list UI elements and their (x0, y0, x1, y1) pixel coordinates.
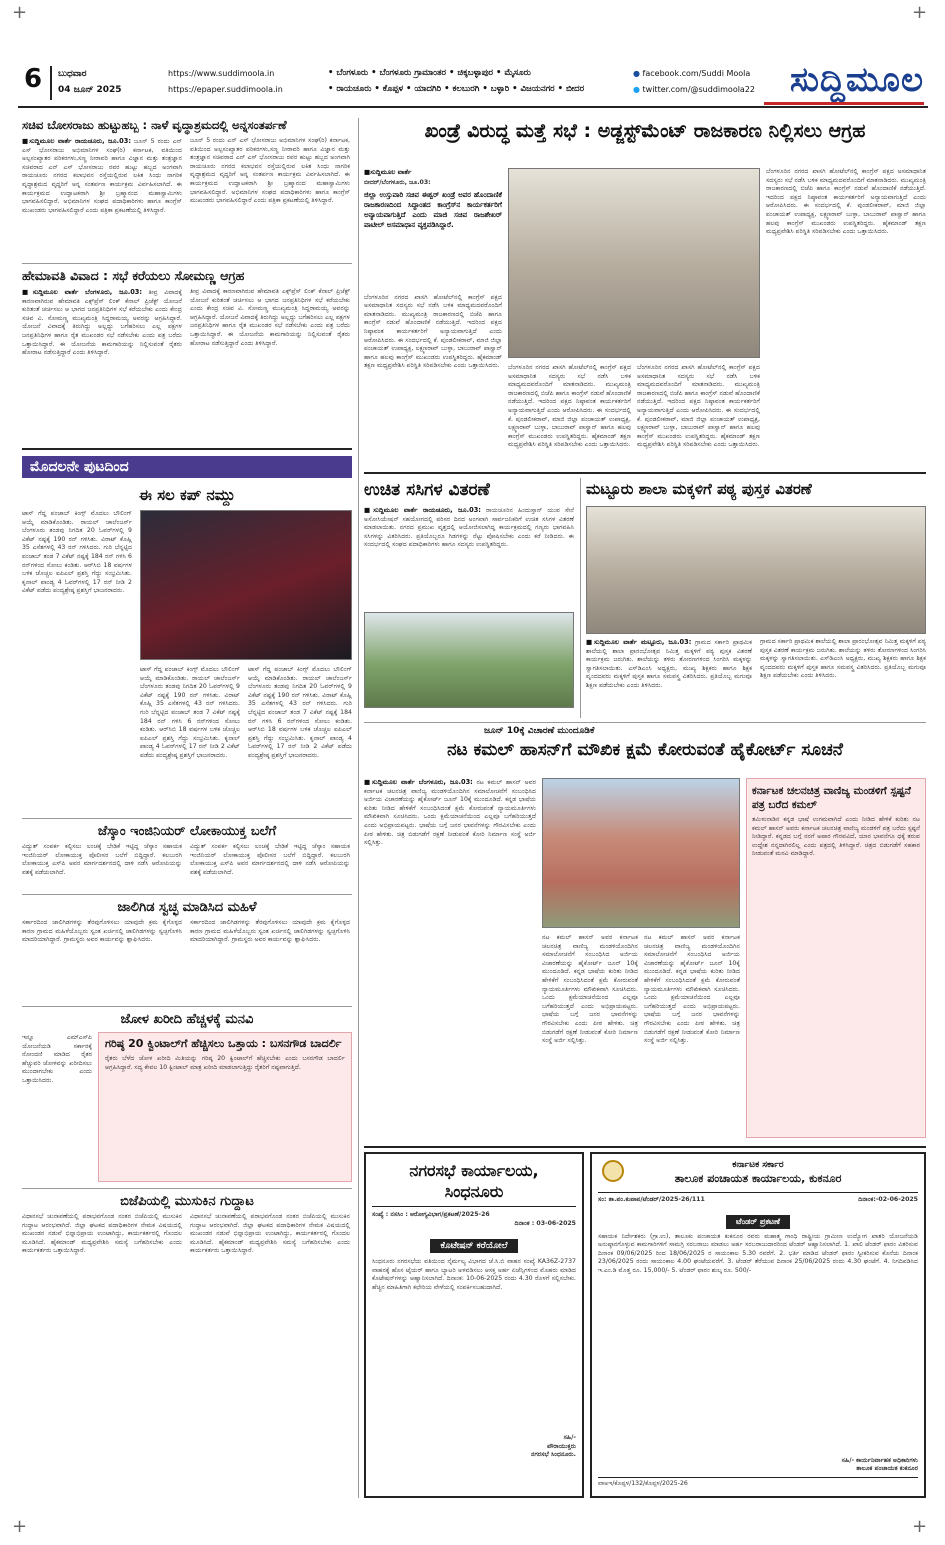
headline: ಮಟ್ಟೂರು ಶಾಲಾ ಮಕ್ಕಳಿಗೆ ಪಠ್ಯ ಪುಸ್ತಕ ವಿತರಣೆ (586, 480, 812, 498)
headline: ಜೆಸ್ಕಾಂ ಇಂಜಿನಿಯರ್ ಲೋಕಾಯುಕ್ತ ಬಲೆಗೆ (97, 824, 277, 839)
masthead-underline (764, 102, 924, 105)
article-body: ವಿದ್ಯುತ್ ಸಂಪರ್ಕ ಕಲ್ಪಿಸಲು ಲಂಚಕ್ಕೆ ಬೇಡಿಕೆ ಇಟ್ಟಿದ್ದ ಜೆಸ್ಕಾಂ ಸಹಾಯಕ ಇಂಜಿನಿಯರ್ ಲೋಕಾಯುಕ್ತ ಪೊಲೀಸರ ಬಲೆಗೆ ಬಿದ್ದಿದ್ದಾರೆ. ಕಲಬುರಗಿ ಲೋಕಾಯುಕ್ತ ಎಸ್‌ಪಿ ಅವರ ಮಾರ್ಗದರ್ಶನದಲ್ಲಿ ದಾಳಿ ನಡೆಸಿ ಆರೋಪಿಯನ್ನು ವಶಕ್ಕೆ ಪಡೆಯಲಾಗಿದೆ. (22, 843, 182, 876)
headline: ಹೇಮಾವತಿ ವಿವಾದ : ಸಭೆ ಕರೆಯಲು ಸೋಮಣ್ಣ ಆಗ್ರಹ (22, 268, 245, 283)
rcb-trophy-photo (140, 510, 352, 660)
divider (22, 818, 352, 819)
article-body-col3: ನಟ ಕಮಲ್ ಹಾಸನ್ ಅವರ ಕರ್ನಾಟಕ ಚಲನಚಿತ್ರ ವಾಣಿಜ್ಯ ಮಂಡಳಿಯೊಂದಿಗಿನ ಸಮಾಲೋಚನೆಗೆ ಸಂಬಂಧಿಸಿದ ಅರ್ಜಿಯ ವಿಚಾರಣೆಯನ್ನು ಹೈಕೋರ್ಟ್ ಜೂನ್ 10ಕ್ಕೆ ಮುಂದೂಡಿದೆ. ಕನ್ನಡ ಭಾಷೆಯ ಕುರಿತು ನೀಡಿದ ಹೇಳಿಕೆಗೆ ಸಂಬಂಧಿಸಿದಂತೆ ಕ್ಷಮೆ ಕೋರುವಂತೆ ನ್ಯಾಯಮೂರ್ತಿಗಳು ಮೌಖಿಕವಾಗಿ ಸೂಚಿಸಿದರು. ಒಂದು ಕ್ಷಮೆಯಾಚನೆಯಿಂದ ಎಲ್ಲವೂ ಬಗೆಹರಿಯುತ್ತದೆ ಎಂದು ಅಭಿಪ್ರಾಯಪಟ್ಟರು. ಭಾಷೆಯ ಬಗ್ಗೆ ಜನರ ಭಾವನೆಗಳನ್ನು ಗೌರವಿಸಬೇಕು ಎಂದು ಪೀಠ ಹೇಳಿತು. ಚಿತ್ರ ಬಿಡುಗಡೆಗೆ ರಕ್ಷಣೆ ನೀಡುವಂತೆ ಕೋರಿ ನಿರ್ಮಾಣ ಸಂಸ್ಥೆ ಅರ್ಜಿ ಸಲ್ಲಿಸಿತ್ತು. (644, 934, 740, 1045)
section-band: ಮೊದಲನೇ ಪುಟದಿಂದ (22, 456, 352, 478)
crop-mark: + (912, 2, 928, 23)
byline: ■ಸುದ್ದಿಮೂಲ ವಾರ್ತೆ (364, 168, 412, 176)
lead-body-block (508, 364, 760, 464)
high-court-photo (542, 778, 740, 928)
notice-label: ಟೆಂಡರ್ ಪ್ರಕಟಣೆ (726, 1215, 790, 1229)
dateline: ಬೀದರ್/ಬೆಂಗಳೂರು, ಜೂ.03: (364, 179, 431, 186)
article-body-col3: ಟಾಸ್ ಗೆದ್ದ ಪಂಜಾಬ್ ಕಿಂಗ್ಸ್ ಮೊದಲು ಬೌಲಿಂಗ್ ಆಯ್ಕೆ ಮಾಡಿಕೊಂಡಿತು. ರಾಯಲ್ ಚಾಲೆಂಜರ್ಸ್ ಬೆಂಗಳೂರು ತಂಡವು ನಿಗದಿತ 20 ಓವರ್‌ಗಳಲ್ಲಿ 9 ವಿಕೆಟ್ ನಷ್ಟಕ್ಕೆ 190 ರನ್ ಗಳಿಸಿತು. ವಿರಾಟ್ ಕೊಹ್ಲಿ 35 ಎಸೆತಗಳಲ್ಲಿ 43 ರನ್ ಗಳಿಸಿದರು. ಗುರಿ ಬೆನ್ನಟ್ಟಿದ ಪಂಜಾಬ್ ತಂಡ 7 ವಿಕೆಟ್ ನಷ್ಟಕ್ಕೆ 184 ರನ್ ಗಳಿಸಿ 6 ರನ್‌ಗಳಿಂದ ಸೋಲು ಕಂಡಿತು. ಆರ್‌ಸಿಬಿ 18 ವರ್ಷಗಳ ಬಳಿಕ ಚೊಚ್ಚಲ ಐಪಿಎಲ್ ಪ್ರಶಸ್ತಿ ಗೆದ್ದು ಸಂಭ್ರಮಿಸಿತು. ಕೃನಾಲ್ ಪಾಂಡ್ಯ 4 ಓವರ್‌ಗಳಲ್ಲಿ 17 ರನ್ ನೀಡಿ 2 ವಿಕೆಟ್ ಪಡೆದು ಪಂದ್ಯಶ್ರೇಷ್ಠ ಪ್ರಶಸ್ತಿಗೆ ಭಾಜನರಾದರು. (248, 666, 352, 759)
column-divider (358, 118, 359, 1498)
notice-gov: ಕರ್ನಾಟಕ ಸರ್ಕಾರ (732, 1160, 784, 1170)
divider (372, 1206, 576, 1207)
headline: ಜೋಳ ಖರೀದಿ ಹೆಚ್ಚಳಕ್ಕೆ ಮನವಿ (120, 1012, 254, 1027)
notice-nagarasabhe (364, 1152, 584, 1498)
article-hemavathi (22, 268, 352, 436)
divider (22, 263, 352, 264)
headline: ಸಚಿವ ಬೋಸರಾಜು ಹುಟ್ಟುಹಬ್ಬ : ನಾಳೆ ವೃದ್ಧಾಶ್ರಮದಲ್ಲಿ ಅನ್ನಸಂತರ್ಪಣೆ (22, 118, 287, 132)
divider (22, 894, 352, 895)
lead-right-col (766, 168, 926, 463)
kamal-col2 (542, 934, 740, 1134)
notice-office: ತಾಲೂಕ ಪಂಚಾಯತ ಕಾರ್ಯಾಲಯ, ಕುಕನೂರ (674, 1172, 842, 1185)
notice-town: ಸಿಂಧನೂರು (444, 1182, 504, 1201)
lead-article (364, 118, 926, 144)
byline: ■ಸುದ್ದಿಮೂಲ ವಾರ್ತೆ ರಾಯಚೂರು, ಜೂ.03: (364, 506, 481, 514)
notice-date: ದಿನಾಂಕ : 03-06-2025 (514, 1219, 576, 1227)
article-ipl (22, 486, 352, 759)
divider (364, 722, 926, 723)
divider (364, 1146, 926, 1148)
article-body: ಬೆಂಗಳೂರಿನ ನಗರದ ಖಾಸಗಿ ಹೋಟೆಲ್‌ನಲ್ಲಿ ಕಾಂಗ್ರೆಸ್ ಪಕ್ಷದ ಅಸಮಾಧಾನಿತ ಸದಸ್ಯರು ಸಭೆ ನಡೆಸಿ ಬಳಿಕ ಮಾಧ್ಯಮದವರೊಂದಿಗೆ ಮಾತನಾಡಿದರು. ಮುಖ್ಯಮಂತ್ರಿ ರಾಜಕಾರಣದಲ್ಲಿ ಬಿಜೆಪಿ ಹಾಗೂ ಕಾಂಗ್ರೆಸ್ ನಡುವೆ ಹೊಂದಾಣಿಕೆ ನಡೆಯುತ್ತಿದೆ. ಇದರಿಂದ ಪಕ್ಷದ ನಿಷ್ಠಾವಂತ ಕಾರ್ಯಕರ್ತರಿಗೆ ಅನ್ಯಾಯವಾಗುತ್ತಿದೆ ಎಂದು ಆರೋಪಿಸಿದರು. ಈ ಸಂದರ್ಭದಲ್ಲಿ ಕೆ. ಪುಂಡಲೀಕರಾವ್, ಮಾಜಿ ಜಿಲ್ಲಾ ಪಂಚಾಯತ್ ಉಪಾಧ್ಯಕ್ಷ, ಲಕ್ಷ್ಮಣರಾವ್ ಬುಳ್ಳಾ, ಬಾಬುರಾವ್ ಪಾಸ್ವಾನ್ ಹಾಗೂ ಹಲವು ಕಾಂಗ್ರೆಸ್ ಮುಖಂಡರು ಉಪಸ್ಥಿತರಿದ್ದರು. ಹೈಕಮಾಂಡ್ ತಕ್ಷಣ ಮಧ್ಯಪ್ರವೇಶಿಸಿ ಪರಿಸ್ಥಿತಿ ಸರಿಪಡಿಸಬೇಕು ಎಂದು ಒತ್ತಾಯಿಸಿದರು. (364, 293, 502, 370)
article-body-col2: ಗ್ರಾಮದ ಸರ್ಕಾರಿ ಪ್ರಾಥಮಿಕ ಶಾಲೆಯಲ್ಲಿ ಶಾಲಾ ಪ್ರಾರಂಭೋತ್ಸವ ನಿಮಿತ್ತ ಮಕ್ಕಳಿಗೆ ಪಠ್ಯ ಪುಸ್ತಕ ವಿತರಣೆ ಕಾರ್ಯಕ್ರಮ ಜರುಗಿತು. ಶಾಲೆಯನ್ನು ತಳಿರು ತೋರಣಗಳಿಂದ ಸಿಂಗರಿಸಿ ಮಕ್ಕಳನ್ನು ಸ್ವಾಗತಿಸಲಾಯಿತು. ಎಸ್‌ಡಿಎಂಸಿ ಅಧ್ಯಕ್ಷರು, ಮುಖ್ಯ ಶಿಕ್ಷಕರು ಹಾಗೂ ಶಿಕ್ಷಕ ವೃಂದದವರು ಮಕ್ಕಳಿಗೆ ಪುಸ್ತಕ ಹಾಗೂ ಸಮವಸ್ತ್ರ ವಿತರಿಸಿದರು. ಪ್ರತಿಯೊಬ್ಬ ಮಗುವೂ ಶಿಕ್ಷಣ ಪಡೆಯಬೇಕು ಎಂದು ತಿಳಿಸಿದರು. (760, 638, 926, 680)
jola-highlight-box (98, 1032, 352, 1182)
headline: ಈ ಸಲ ಕಪ್ ನಮ್ದು (138, 486, 236, 504)
article-jescom (22, 824, 352, 891)
article-body-col4: ಬೆಂಗಳೂರಿನ ನಗರದ ಖಾಸಗಿ ಹೋಟೆಲ್‌ನಲ್ಲಿ ಕಾಂಗ್ರೆಸ್ ಪಕ್ಷದ ಅಸಮಾಧಾನಿತ ಸದಸ್ಯರು ಸಭೆ ನಡೆಸಿ ಬಳಿಕ ಮಾಧ್ಯಮದವರೊಂದಿಗೆ ಮಾತನಾಡಿದರು. ಮುಖ್ಯಮಂತ್ರಿ ರಾಜಕಾರಣದಲ್ಲಿ ಬಿಜೆಪಿ ಹಾಗೂ ಕಾಂಗ್ರೆಸ್ ನಡುವೆ ಹೊಂದಾಣಿಕೆ ನಡೆಯುತ್ತಿದೆ. ಇದರಿಂದ ಪಕ್ಷದ ನಿಷ್ಠಾವಂತ ಕಾರ್ಯಕರ್ತರಿಗೆ ಅನ್ಯಾಯವಾಗುತ್ತಿದೆ ಎಂದು ಆರೋಪಿಸಿದರು. ಈ ಸಂದರ್ಭದಲ್ಲಿ ಕೆ. ಪುಂಡಲೀಕರಾವ್, ಮಾಜಿ ಜಿಲ್ಲಾ ಪಂಚಾಯತ್ ಉಪಾಧ್ಯಕ್ಷ, ಲಕ್ಷ್ಮಣರಾವ್ ಬುಳ್ಳಾ, ಬಾಬುರಾವ್ ಪಾಸ್ವಾನ್ ಹಾಗೂ ಹಲವು ಕಾಂಗ್ರೆಸ್ ಮುಖಂಡರು ಉಪಸ್ಥಿತರಿದ್ದರು. ಹೈಕಮಾಂಡ್ ತಕ್ಷಣ ಮಧ್ಯಪ್ರವೇಶಿಸಿ ಪರಿಸ್ಥಿತಿ ಸರಿಪಡಿಸಬೇಕು ಎಂದು ಒತ್ತಾಯಿಸಿದರು. (766, 168, 926, 236)
masthead-logo: ಸುದ್ದಿಮೂಲ (790, 60, 924, 100)
box-body: ರೈತರು ಬೆಳೆದ ಜೋಳ ಖರೀದಿ ಮಿತಿಯನ್ನು ಗರಿಷ್ಠ 20 ಕ್ವಿಂಟಾಲ್‌ಗೆ ಹೆಚ್ಚಿಸಬೇಕು ಎಂದು ಬಸನಗೌಡ ಬಾದರ್ಲಿ ಆಗ್ರಹಿಸಿದ್ದಾರೆ. ಸದ್ಯ ಕೇವಲ 10 ಕ್ವಿಂಟಾಲ್ ಮಾತ್ರ ಖರೀದಿ ಮಾಡಲಾಗುತ್ತಿದ್ದು ರೈತರಿಗೆ ನಷ್ಟವಾಗುತ್ತಿದೆ. (105, 1055, 345, 1071)
article-body-col2: ವಿದ್ಯುತ್ ಸಂಪರ್ಕ ಕಲ್ಪಿಸಲು ಲಂಚಕ್ಕೆ ಬೇಡಿಕೆ ಇಟ್ಟಿದ್ದ ಜೆಸ್ಕಾಂ ಸಹಾಯಕ ಇಂಜಿನಿಯರ್ ಲೋಕಾಯುಕ್ತ ಪೊಲೀಸರ ಬಲೆಗೆ ಬಿದ್ದಿದ್ದಾರೆ. ಕಲಬುರಗಿ ಲೋಕಾಯುಕ್ತ ಎಸ್‌ಪಿ ಅವರ ಮಾರ್ಗದರ್ಶನದಲ್ಲಿ ದಾಳಿ ನಡೆಸಿ ಆರೋಪಿಯನ್ನು ವಶಕ್ಕೆ ಪಡೆಯಲಾಗಿದೆ. (190, 843, 350, 876)
divider (22, 448, 352, 450)
date-label: 04 ಜೂನ್ 2025 (58, 85, 122, 95)
notice-sign: ಸಹಿ/- ಕಾರ್ಯನಿರ್ವಾಹಕ ಅಧಿಕಾರಿಗಳು (841, 1456, 918, 1464)
notice-sign: ಸಹಿ/- (563, 1434, 576, 1442)
lead-deck: ಜಿಲ್ಲಾ ಉಸ್ತುವಾರಿ ಸಚಿವ ಈಶ್ವರ್ ಖಂಡ್ರೆ ಅವರ ಹೊಂದಾಣಿಕೆ ರಾಜಕಾರಣದಿಂದ ಸಿದ್ಧಾಂತದ ಕಾಂಗ್ರೆಸ್‌ನ ಕಾರ್ಯಕರ್ತರಿಗೆ ಅನ್ಯಾಯವಾಗುತ್ತಿದೆ ಎಂದು ಮಾಜಿ ಸಚಿವ ರಾಜಶೇಖರ್ ಪಾಟೀಲ್ ಅಸಮಾಧಾನ ವ್ಯಕ್ತಪಡಿಸಿದ್ದಾರೆ. (364, 190, 502, 229)
article-textbooks (586, 478, 926, 689)
notice-body: ಸಹಾಯಕ ನಿರ್ದೇಶಕರು (ಗ್ರಾ.ಉ), ತಾಲೂಕು ಪಂಚಾಯತ ಕುಕನೂರ ರವರು ಮಹಾತ್ಮ ಗಾಂಧಿ ರಾಷ್ಟ್ರೀಯ ಗ್ರಾಮೀಣ ಉದ್ಯೋಗ ಖಾತರಿ ಯೋಜನೆಯಡಿ ಅನುಷ್ಠಾನಗೊಳ್ಳುವ ಕಾಮಗಾರಿಗಳಿಗೆ ಸಾಮಗ್ರಿ ಸರಬರಾಜು ಮಾಡಲು ಅರ್ಹ ಸರಬರಾಜುದಾರರಿಂದ ಟೆಂಡರ್ ಆಹ್ವಾನಿಸಲಾಗಿದೆ. 1. ಖಾಲಿ ಟೆಂಡರ್ ಫಾರಂ ವಿತರಿಸುವ ದಿನಾಂಕ 09/06/2025 ರಿಂದ 18/06/2025 ರ ಸಾಯಂಕಾಲ 5.30 ರವರೆಗೆ. 2. ಭರ್ತಿ ಮಾಡಿದ ಟೆಂಡರ್ ಫಾರಂ ಸ್ವೀಕರಿಸುವ ಕೊನೆಯ ದಿನಾಂಕ 23/06/2025 ರಂದು ಸಾಯಂಕಾಲ 4.00 ಘಂಟೆಯವರೆಗೆ. 3. ಟೆಂಡರ್ ತೆರೆಯುವ ದಿನಾಂಕ 25/06/2025 ರಂದು 4.30 ಘಂಟೆಗೆ. 4. ನಿಗದಿಪಡಿಸಿದ ಇ.ಎಂ.ಡಿ ಮೊತ್ತ ರೂ. 15,000/- 5. ಟೆಂಡರ್ ಫಾರಂ ಶುಲ್ಕ ರೂ. 500/- (598, 1232, 918, 1274)
article-body-col2: ತೀವ್ರ ವಿವಾದಕ್ಕೆ ಕಾರಣವಾಗಿರುವ ಹೇಮಾವತಿ ಎಕ್ಸ್‌ಪ್ರೆಸ್ ಲಿಂಕ್ ಕೆನಾಲ್ ಪ್ರಿಜೆಕ್ಟ್ ಯೋಜನೆ ಕುರಿತಂತೆ ಚರ್ಚಿಸಲು ಆ ಭಾಗದ ಜನಪ್ರತಿನಿಧಿಗಳ ಸಭೆ ಕರೆಯಬೇಕು ಎಂದು ಕೇಂದ್ರ ಸಚಿವ ವಿ. ಸೋಮಣ್ಣ ಮುಖ್ಯಮಂತ್ರಿ ಸಿದ್ದರಾಮಯ್ಯ ಅವರನ್ನು ಆಗ್ರಹಿಸಿದ್ದಾರೆ. ಯೋಜನೆ ವಿವಾದಕ್ಕೆ ತಿರುಗಿದ್ದು ಅಲ್ಲದ್ದು ಬಗೆಹರಿಸಲು ಎಲ್ಲ ಪಕ್ಷಗಳ ಜನಪ್ರತಿನಿಧಿಗಳ ಹಾಗೂ ರೈತ ಮುಖಂಡರ ಸಭೆ ನಡೆಸಬೇಕು ಎಂದು ಪತ್ರ ಬರೆದು ಒತ್ತಾಯಿಸಿದ್ದಾರೆ. ಈ ಯೋಜನೆಯ ಕಾಮಗಾರಿಯನ್ನು ನಿಲ್ಲಿಸುವಂತೆ ರೈತರು ಹೋರಾಟ ನಡೆಸುತ್ತಿದ್ದಾರೆ ಎಂದು ತಿಳಿಸಿದ್ದಾರೆ. (190, 288, 350, 347)
crop-mark: + (912, 1516, 928, 1537)
textbooks-photo (586, 506, 926, 634)
kamal-sidebar (746, 778, 926, 1138)
byline: ■ಸುದ್ದಿಮೂಲ ವಾರ್ತೆ ಬೆಂಗಳೂರು, ಜೂ.03: (364, 778, 473, 786)
article-body-col2: ನಟ ಕಮಲ್ ಹಾಸನ್ ಅವರ ಕರ್ನಾಟಕ ಚಲನಚಿತ್ರ ವಾಣಿಜ್ಯ ಮಂಡಳಿಯೊಂದಿಗಿನ ಸಮಾಲೋಚನೆಗೆ ಸಂಬಂಧಿಸಿದ ಅರ್ಜಿಯ ವಿಚಾರಣೆಯನ್ನು ಹೈಕೋರ್ಟ್ ಜೂನ್ 10ಕ್ಕೆ ಮುಂದೂಡಿದೆ. ಕನ್ನಡ ಭಾಷೆಯ ಕುರಿತು ನೀಡಿದ ಹೇಳಿಕೆಗೆ ಸಂಬಂಧಿಸಿದಂತೆ ಕ್ಷಮೆ ಕೋರುವಂತೆ ನ್ಯಾಯಮೂರ್ತಿಗಳು ಮೌಖಿಕವಾಗಿ ಸೂಚಿಸಿದರು. ಒಂದು ಕ್ಷಮೆಯಾಚನೆಯಿಂದ ಎಲ್ಲವೂ ಬಗೆಹರಿಯುತ್ತದೆ ಎಂದು ಅಭಿಪ್ರಾಯಪಟ್ಟರು. ಭಾಷೆಯ ಬಗ್ಗೆ ಜನರ ಭಾವನೆಗಳನ್ನು ಗೌರವಿಸಬೇಕು ಎಂದು ಪೀಠ ಹೇಳಿತು. ಚಿತ್ರ ಬಿಡುಗಡೆಗೆ ರಕ್ಷಣೆ ನೀಡುವಂತೆ ಕೋರಿ ನಿರ್ಮಾಣ ಸಂಸ್ಥೆ ಅರ್ಜಿ ಸಲ್ಲಿಸಿತ್ತು. (542, 934, 638, 1045)
article-bjp (22, 1194, 352, 1483)
notice-footer: ವಾಅಇ/ಕೊಪ್ಪಳ/132/ಕೊಪ್ಪಳ/2025-26 (598, 1477, 918, 1489)
divider (22, 1006, 352, 1007)
lead-intro (364, 168, 502, 474)
facebook-link[interactable]: facebook.com/Suddi Moola (642, 69, 751, 78)
article-body-col2: ವಿಧಾನಸಭೆ ಚುನಾವಣೆಯಲ್ಲಿ ಪರಾಭವಗೊಂಡ ನಂತರ ಬಿಜೆಪಿಯಲ್ಲಿ ಮುಸುಕಿನ ಗುದ್ದಾಟ ಆರಂಭವಾಗಿದೆ. ಜಿಲ್ಲಾ ಘಟಕದ ಪದಾಧಿಕಾರಿಗಳ ನೇಮಕ ವಿಷಯದಲ್ಲಿ ಮುಖಂಡರ ನಡುವೆ ಭಿನ್ನಾಭಿಪ್ರಾಯ ಉಂಟಾಗಿದ್ದು, ಕಾರ್ಯಕರ್ತರಲ್ಲಿ ಗೊಂದಲ ಮೂಡಿಸಿದೆ. ಹೈಕಮಾಂಡ್ ಮಧ್ಯಪ್ರವೇಶಿಸಿ ಸಮಸ್ಯೆ ಬಗೆಹರಿಸಬೇಕು ಎಂದು ಕಾರ್ಯಕರ್ತರು ಒತ್ತಾಯಿಸಿದ್ದಾರೆ. (190, 1213, 350, 1255)
article-body-col3: ಬೆಂಗಳೂರಿನ ನಗರದ ಖಾಸಗಿ ಹೋಟೆಲ್‌ನಲ್ಲಿ ಕಾಂಗ್ರೆಸ್ ಪಕ್ಷದ ಅಸಮಾಧಾನಿತ ಸದಸ್ಯರು ಸಭೆ ನಡೆಸಿ ಬಳಿಕ ಮಾಧ್ಯಮದವರೊಂದಿಗೆ ಮಾತನಾಡಿದರು. ಮುಖ್ಯಮಂತ್ರಿ ರಾಜಕಾರಣದಲ್ಲಿ ಬಿಜೆಪಿ ಹಾಗೂ ಕಾಂಗ್ರೆಸ್ ನಡುವೆ ಹೊಂದಾಣಿಕೆ ನಡೆಯುತ್ತಿದೆ. ಇದರಿಂದ ಪಕ್ಷದ ನಿಷ್ಠಾವಂತ ಕಾರ್ಯಕರ್ತರಿಗೆ ಅನ್ಯಾಯವಾಗುತ್ತಿದೆ ಎಂದು ಆರೋಪಿಸಿದರು. ಈ ಸಂದರ್ಭದಲ್ಲಿ ಕೆ. ಪುಂಡಲೀಕರಾವ್, ಮಾಜಿ ಜಿಲ್ಲಾ ಪಂಚಾಯತ್ ಉಪಾಧ್ಯಕ್ಷ, ಲಕ್ಷ್ಮಣರಾವ್ ಬುಳ್ಳಾ, ಬಾಬುರಾವ್ ಪಾಸ್ವಾನ್ ಹಾಗೂ ಹಲವು ಕಾಂಗ್ರೆಸ್ ಮುಖಂಡರು ಉಪಸ್ಥಿತರಿದ್ದರು. ಹೈಕಮಾಂಡ್ ತಕ್ಷಣ ಮಧ್ಯಪ್ರವೇಶಿಸಿ ಪರಿಸ್ಥಿತಿ ಸರಿಪಡಿಸಬೇಕು ಎಂದು ಒತ್ತಾಯಿಸಿದರು. (637, 364, 760, 449)
twitter-icon: ● (633, 85, 640, 94)
article-body: ರಾಯಚೂರಿನ ಹಿಂದುಸ್ತಾನ್ ಯುವ ಸೇನೆ ಅಸೋಸಿಯೇಷನ್ ಸಹಯೋಗದಲ್ಲಿ ಪರಿಸರ ದಿನದ ಅಂಗವಾಗಿ ಸಾರ್ವಜನಿಕರಿಗೆ ಉಚಿತ ಸಸಿಗಳ ವಿತರಣೆ ಮಾಡಲಾಯಿತು. ನಗರದ ಪ್ರಮುಖ ವೃತ್ತದಲ್ಲಿ ಆಯೋಜಿಸಲಾಗಿದ್ದ ಕಾರ್ಯಕ್ರಮದಲ್ಲಿ ಗಣ್ಯರು ಭಾಗವಹಿಸಿ ಸಸಿಗಳನ್ನು ವಿತರಿಸಿದರು. ಪ್ರತಿಯೊಬ್ಬರೂ ಗಿಡಗಳನ್ನು ನೆಟ್ಟು ಪೋಷಿಸಬೇಕು ಎಂದು ಕರೆ ನೀಡಿದರು. ಈ ಸಂದರ್ಭದಲ್ಲಿ ಸಂಘದ ಪದಾಧಿಕಾರಿಗಳು ಹಾಗೂ ಸದಸ್ಯರು ಉಪಸ್ಥಿತರಿದ್ದರು. (364, 507, 574, 549)
facebook-icon: ● (633, 69, 640, 78)
headline: ನಟ ಕಮಲ್ ಹಾಸನ್‌ಗೆ ಮೌಖಿಕ ಕ್ಷಮೆ ಕೋರುವಂತೆ ಹೈಕೋರ್ಟ್ ಸೂಚನೆ (447, 740, 843, 760)
cities-row: • ಬೆಂಗಳೂರು • ಬೆಂಗಳೂರು ಗ್ರಾಮಾಂತರ • ಚಿಕ್ಕಬಳ್ಳಾಪುರ • ಮೈಸೂರು (328, 68, 531, 78)
website-link[interactable]: https://www.suddimoola.in (168, 69, 275, 78)
box-headline: ಗರಿಷ್ಠ 20 ಕ್ವಿಂಟಾಲ್‌ಗೆ ಹೆಚ್ಚಿಸಲು ಒತ್ತಾಯ : ಬಸನಗೌಡ ಬಾದರ್ಲಿ (105, 1037, 342, 1050)
newspaper-page (18, 58, 928, 1508)
article-body-col2: ಬೆಂಗಳೂರಿನ ನಗರದ ಖಾಸಗಿ ಹೋಟೆಲ್‌ನಲ್ಲಿ ಕಾಂಗ್ರೆಸ್ ಪಕ್ಷದ ಅಸಮಾಧಾನಿತ ಸದಸ್ಯರು ಸಭೆ ನಡೆಸಿ ಬಳಿಕ ಮಾಧ್ಯಮದವರೊಂದಿಗೆ ಮಾತನಾಡಿದರು. ಮುಖ್ಯಮಂತ್ರಿ ರಾಜಕಾರಣದಲ್ಲಿ ಬಿಜೆಪಿ ಹಾಗೂ ಕಾಂಗ್ರೆಸ್ ನಡುವೆ ಹೊಂದಾಣಿಕೆ ನಡೆಯುತ್ತಿದೆ. ಇದರಿಂದ ಪಕ್ಷದ ನಿಷ್ಠಾವಂತ ಕಾರ್ಯಕರ್ತರಿಗೆ ಅನ್ಯಾಯವಾಗುತ್ತಿದೆ ಎಂದು ಆರೋಪಿಸಿದರು. ಈ ಸಂದರ್ಭದಲ್ಲಿ ಕೆ. ಪುಂಡಲೀಕರಾವ್, ಮಾಜಿ ಜಿಲ್ಲಾ ಪಂಚಾಯತ್ ಉಪಾಧ್ಯಕ್ಷ, ಲಕ್ಷ್ಮಣರಾವ್ ಬುಳ್ಳಾ, ಬಾಬುರಾವ್ ಪಾಸ್ವಾನ್ ಹಾಗೂ ಹಲವು ಕಾಂಗ್ರೆಸ್ ಮುಖಂಡರು ಉಪಸ್ಥಿತರಿದ್ದರು. ಹೈಕಮಾಂಡ್ ತಕ್ಷಣ ಮಧ್ಯಪ್ರವೇಶಿಸಿ ಪರಿಸ್ಥಿತಿ ಸರಿಪಡಿಸಬೇಕು ಎಂದು ಒತ್ತಾಯಿಸಿದರು. (508, 364, 631, 449)
article-birthday (22, 118, 352, 265)
day-label: ಬುಧವಾರ (58, 69, 87, 79)
article-body: ತೀವ್ರ ವಿವಾದಕ್ಕೆ ಕಾರಣವಾಗಿರುವ ಹೇಮಾವತಿ ಎಕ್ಸ್‌ಪ್ರೆಸ್ ಲಿಂಕ್ ಕೆನಾಲ್ ಪ್ರಿಜೆಕ್ಟ್ ಯೋಜನೆ ಕುರಿತಂತೆ ಚರ್ಚಿಸಲು ಆ ಭಾಗದ ಜನಪ್ರತಿನಿಧಿಗಳ ಸಭೆ ಕರೆಯಬೇಕು ಎಂದು ಕೇಂದ್ರ ಸಚಿವ ವಿ. ಸೋಮಣ್ಣ ಮುಖ್ಯಮಂತ್ರಿ ಸಿದ್ದರಾಮಯ್ಯ ಅವರನ್ನು ಆಗ್ರಹಿಸಿದ್ದಾರೆ. ಯೋಜನೆ ವಿವಾದಕ್ಕೆ ತಿರುಗಿದ್ದು ಅಲ್ಲದ್ದು ಬಗೆಹರಿಸಲು ಎಲ್ಲ ಪಕ್ಷಗಳ ಜನಪ್ರತಿನಿಧಿಗಳ ಹಾಗೂ ರೈತ ಮುಖಂಡರ ಸಭೆ ನಡೆಸಬೇಕು ಎಂದು ಪತ್ರ ಬರೆದು ಒತ್ತಾಯಿಸಿದ್ದಾರೆ. ಈ ಯೋಜನೆಯ ಕಾಮಗಾರಿಯನ್ನು ನಿಲ್ಲಿಸುವಂತೆ ರೈತರು ಹೋರಾಟ ನಡೆಸುತ್ತಿದ್ದಾರೆ ಎಂದು ತಿಳಿಸಿದ್ದಾರೆ. (22, 289, 182, 357)
sidebar-body: ತಮಿಳುನಾಡಿನ ಕನ್ನಡ ಭಾಷೆ ಉಗಮವಾಗಿದೆ ಎಂದು ನೀಡಿದ ಹೇಳಿಕೆ ಕುರಿತು ನಟ ಕಮಲ್ ಹಾಸನ್ ಅವರು ಕರ್ನಾಟಕ ಚಲನಚಿತ್ರ ವಾಣಿಜ್ಯ ಮಂಡಳಿಗೆ ಪತ್ರ ಬರೆದು ಸ್ಪಷ್ಟನೆ ನೀಡಿದ್ದಾರೆ. ಕನ್ನಡದ ಬಗ್ಗೆ ನನಗೆ ಅಪಾರ ಗೌರವವಿದೆ, ಯಾರ ಭಾವನೆಗೂ ಧಕ್ಕೆ ತರುವ ಉದ್ದೇಶ ನನ್ನದಾಗಿರಲಿಲ್ಲ ಎಂದು ಪತ್ರದಲ್ಲಿ ತಿಳಿಸಿದ್ದಾರೆ. ಚಿತ್ರದ ಬಿಡುಗಡೆಗೆ ಸಹಕಾರ ನೀಡುವಂತೆ ಮನವಿ ಮಾಡಿದ್ದಾರೆ. (752, 816, 920, 858)
headline: ಬಿಜೆಪಿಯಲ್ಲಿ ಮುಸುಕಿನ ಗುದ್ದಾಟ (120, 1194, 254, 1209)
page-header (18, 58, 928, 108)
notice-signer-office: ತಾಲೂಕ ಪಂಚಾಯತ ಕುಕನೂರ (856, 1465, 918, 1473)
article-body-col2: ಸರ್ಕಾರದಿಂದ ಜಾಲಿಗಿಡಗಳನ್ನು ತೆರವುಗೊಳಿಸಲು ಯಾವುದೇ ಕ್ರಮ ಕೈಗೊಳ್ಳದ ಕಾರಣ ಗ್ರಾಮದ ಮಹಿಳೆಯೊಬ್ಬರು ಸ್ವಂತ ಖರ್ಚಿನಲ್ಲಿ ಜಾಲಿಗಿಡಗಳನ್ನು ಸ್ವಚ್ಛಗೊಳಿಸಿ ಮಾದರಿಯಾಗಿದ್ದಾರೆ. ಗ್ರಾಮಸ್ಥರು ಅವರ ಕಾರ್ಯವನ್ನು ಶ್ಲಾಘಿಸಿದರು. (190, 919, 350, 944)
article-body: ಜೂನ್ 5 ರಂದು ಎನ್ ಎಸ್ ಭೋಸರಾಜು ಅಭಿಮಾನಿಗಳ ಸಂಘ(ರಿ) ಕರ್ನಾಟಕ, ವತಿಯಿಂದ ಅಲ್ಪಸಂಖ್ಯಾತರ ಪರಿಕರಗಳು,ಸಣ್ಣ ನೀರಾವರಿ ಹಾಗೂ ವಿಜ್ಞಾನ ಮತ್ತು ತಂತ್ರಜ್ಞಾನ ಸಚಿವರಾದ ಎನ್ ಎಸ್ ಭೋಸರಾಜು ರವರ ಹುಟ್ಟು ಹಬ್ಬದ ಅಂಗವಾಗಿ ರಾಯಚೂರು ನಗರದ ಕಲಾಭವನ ರಸ್ತೆಯಲ್ಲಿರುವ ಲಕಿತ ಸಿಂಧು ನಾಗರಿಕ ವೃದ್ಧಾಶ್ರಮದ ವೃದ್ಧರಿಗೆ ಅನ್ನ ಸಂತರ್ಪಣ ಕಾರ್ಯಕ್ರಮ ವಿರ್ವಹಿಸಲಾಗಿದೆ. ಈ ಕಾರ್ಯಕ್ರಮದ ಉದ್ಘಾಟಕರಾಗಿ ಶ್ರೀ ಬ್ರಹ್ಮಾನಂದ ಮಹಾಸ್ವಾಮಿಗಳು ಭಾಗವಹಿಸಲಿದ್ದಾರೆ. ಅಭಿಮಾನಿಗಳ ಸಂಘದ ಪದಾಧಿಕಾರಿಗಳು ಹಾಗೂ ಕಾಂಗ್ರೆಸ್ ಮುಖಂಡರು ಭಾಗವಹಿಸಲಿದ್ದಾರೆ ಎಂದು ಪತ್ರಿಕಾ ಪ್ರಕಟಣೆಯಲ್ಲಿ ತಿಳಿಸಿದ್ದಾರೆ. (22, 138, 182, 214)
divider (22, 1188, 352, 1189)
notice-signer: ಪೌರಾಯುಕ್ತರು (547, 1442, 576, 1450)
government-emblem-icon (602, 1160, 624, 1182)
notice-label: ಕೊಟೇಷನ್ ಕರೆಯೋಲೆ (430, 1239, 517, 1253)
kamal-col1 (364, 778, 536, 1138)
twitter-link[interactable]: twitter.com/@suddimoola22 (642, 85, 756, 94)
kicker: ಜೂನ್ 10ಕ್ಕೆ ವಿಚಾರಣೆ ಮುಂದೂಡಿಕೆ (484, 726, 595, 736)
article-jola (22, 1012, 352, 1084)
article-body: ಟಾಸ್ ಗೆದ್ದ ಪಂಜಾಬ್ ಕಿಂಗ್ಸ್ ಮೊದಲು ಬೌಲಿಂಗ್ ಆಯ್ಕೆ ಮಾಡಿಕೊಂಡಿತು. ರಾಯಲ್ ಚಾಲೆಂಜರ್ಸ್ ಬೆಂಗಳೂರು ತಂಡವು ನಿಗದಿತ 20 ಓವರ್‌ಗಳಲ್ಲಿ 9 ವಿಕೆಟ್ ನಷ್ಟಕ್ಕೆ 190 ರನ್ ಗಳಿಸಿತು. ವಿರಾಟ್ ಕೊಹ್ಲಿ 35 ಎಸೆತಗಳಲ್ಲಿ 43 ರನ್ ಗಳಿಸಿದರು. ಗುರಿ ಬೆನ್ನಟ್ಟಿದ ಪಂಜಾಬ್ ತಂಡ 7 ವಿಕೆಟ್ ನಷ್ಟಕ್ಕೆ 184 ರನ್ ಗಳಿಸಿ 6 ರನ್‌ಗಳಿಂದ ಸೋಲು ಕಂಡಿತು. ಆರ್‌ಸಿಬಿ 18 ವರ್ಷಗಳ ಬಳಿಕ ಚೊಚ್ಚಲ ಐಪಿಎಲ್ ಪ್ರಶಸ್ತಿ ಗೆದ್ದು ಸಂಭ್ರಮಿಸಿತು. ಕೃನಾಲ್ ಪಾಂಡ್ಯ 4 ಓವರ್‌ಗಳಲ್ಲಿ 17 ರನ್ ನೀಡಿ 2 ವಿಕೆಟ್ ಪಡೆದು ಪಂದ್ಯಶ್ರೇಷ್ಠ ಪ್ರಶಸ್ತಿಗೆ ಭಾಜನರಾದರು. (22, 510, 132, 595)
crop-mark: + (12, 1516, 28, 1537)
article-body: ವಿಧಾನಸಭೆ ಚುನಾವಣೆಯಲ್ಲಿ ಪರಾಭವಗೊಂಡ ನಂತರ ಬಿಜೆಪಿಯಲ್ಲಿ ಮುಸುಕಿನ ಗುದ್ದಾಟ ಆರಂಭವಾಗಿದೆ. ಜಿಲ್ಲಾ ಘಟಕದ ಪದಾಧಿಕಾರಿಗಳ ನೇಮಕ ವಿಷಯದಲ್ಲಿ ಮುಖಂಡರ ನಡುವೆ ಭಿನ್ನಾಭಿಪ್ರಾಯ ಉಂಟಾಗಿದ್ದು, ಕಾರ್ಯಕರ್ತರಲ್ಲಿ ಗೊಂದಲ ಮೂಡಿಸಿದೆ. ಹೈಕಮಾಂಡ್ ಮಧ್ಯಪ್ರವೇಶಿಸಿ ಸಮಸ್ಯೆ ಬಗೆಹರಿಸಬೇಕು ಎಂದು ಕಾರ್ಯಕರ್ತರು ಒತ್ತಾಯಿಸಿದ್ದಾರೆ. (22, 1213, 182, 1255)
notice-office: ನಗರಸಭೆ ಕಾರ್ಯಾಲಯ, (409, 1161, 539, 1180)
column-divider (580, 478, 581, 718)
cities-row: • ರಾಯಚೂರು • ಕೊಪ್ಪಳ • ಯಾದಗಿರಿ • ಕಲಬುರಗಿ • ಬಳ್ಳಾರಿ • ವಿಜಯನಗರ • ಬೀದರ (328, 84, 585, 94)
notice-date: ದಿನಾಂಕ:-02-06-2025 (858, 1196, 918, 1203)
crop-mark: + (12, 2, 28, 23)
sidebar-headline: ಕರ್ನಾಟಕ ಚಲನಚಿತ್ರ ವಾಣಿಜ್ಯ ಮಂಡಳಿಗೆ ಸ್ಪಷ್ಟನೆ ಪತ್ರ ಬರೆದ ಕಮಲ್ (752, 785, 911, 811)
epaper-link[interactable]: https://epaper.suddimoola.in (168, 85, 283, 94)
notice-taluk-panchayat (590, 1152, 926, 1498)
article-saplings (364, 478, 574, 606)
article-body-col2: ಟಾಸ್ ಗೆದ್ದ ಪಂಜಾಬ್ ಕಿಂಗ್ಸ್ ಮೊದಲು ಬೌಲಿಂಗ್ ಆಯ್ಕೆ ಮಾಡಿಕೊಂಡಿತು. ರಾಯಲ್ ಚಾಲೆಂಜರ್ಸ್ ಬೆಂಗಳೂರು ತಂಡವು ನಿಗದಿತ 20 ಓವರ್‌ಗಳಲ್ಲಿ 9 ವಿಕೆಟ್ ನಷ್ಟಕ್ಕೆ 190 ರನ್ ಗಳಿಸಿತು. ವಿರಾಟ್ ಕೊಹ್ಲಿ 35 ಎಸೆತಗಳಲ್ಲಿ 43 ರನ್ ಗಳಿಸಿದರು. ಗುರಿ ಬೆನ್ನಟ್ಟಿದ ಪಂಜಾಬ್ ತಂಡ 7 ವಿಕೆಟ್ ನಷ್ಟಕ್ಕೆ 184 ರನ್ ಗಳಿಸಿ 6 ರನ್‌ಗಳಿಂದ ಸೋಲು ಕಂಡಿತು. ಆರ್‌ಸಿಬಿ 18 ವರ್ಷಗಳ ಬಳಿಕ ಚೊಚ್ಚಲ ಐಪಿಎಲ್ ಪ್ರಶಸ್ತಿ ಗೆದ್ದು ಸಂಭ್ರಮಿಸಿತು. ಕೃನಾಲ್ ಪಾಂಡ್ಯ 4 ಓವರ್‌ಗಳಲ್ಲಿ 17 ರನ್ ನೀಡಿ 2 ವಿಕೆಟ್ ಪಡೆದು ಪಂದ್ಯಶ್ರೇಷ್ಠ ಪ್ರಶಸ್ತಿಗೆ ಭಾಜನರಾದರು. (140, 666, 240, 759)
byline: ■ಸುದ್ದಿಮೂಲ ವಾರ್ತೆ ಬೆಂಗಳೂರು, ಜೂ.03: (22, 288, 143, 296)
byline: ■ಸುದ್ದಿಮೂಲ ವಾರ್ತೆ ರಾಯಚೂರು, ಜೂ.03: (22, 137, 131, 145)
notice-ref: ಸಂಖ್ಯೆ : ನಸಸಿಂ : ಆರೋಗ್ಯವಿಭಾಗ/ಪ್ರಕಟಣೆ/2025-26 (372, 1211, 490, 1218)
lead-headline: ಖಂಡ್ರೆ ವಿರುದ್ಧ ಮತ್ತೆ ಸಭೆ : ಅಡ್ಜಸ್ಟ್‌ಮೆಂಟ್ ರಾಜಕಾರಣ ನಿಲ್ಲಿಸಲು ಆಗ್ರಹ (424, 120, 866, 142)
article-body-col2: ಜೂನ್ 5 ರಂದು ಎನ್ ಎಸ್ ಭೋಸರಾಜು ಅಭಿಮಾನಿಗಳ ಸಂಘ(ರಿ) ಕರ್ನಾಟಕ, ವತಿಯಿಂದ ಅಲ್ಪಸಂಖ್ಯಾತರ ಪರಿಕರಗಳು,ಸಣ್ಣ ನೀರಾವರಿ ಹಾಗೂ ವಿಜ್ಞಾನ ಮತ್ತು ತಂತ್ರಜ್ಞಾನ ಸಚಿವರಾದ ಎನ್ ಎಸ್ ಭೋಸರಾಜು ರವರ ಹುಟ್ಟು ಹಬ್ಬದ ಅಂಗವಾಗಿ ರಾಯಚೂರು ನಗರದ ಕಲಾಭವನ ರಸ್ತೆಯಲ್ಲಿರುವ ಲಕಿತ ಸಿಂಧು ನಾಗರಿಕ ವೃದ್ಧಾಶ್ರಮದ ವೃದ್ಧರಿಗೆ ಅನ್ನ ಸಂತರ್ಪಣ ಕಾರ್ಯಕ್ರಮ ವಿರ್ವಹಿಸಲಾಗಿದೆ. ಈ ಕಾರ್ಯಕ್ರಮದ ಉದ್ಘಾಟಕರಾಗಿ ಶ್ರೀ ಬ್ರಹ್ಮಾನಂದ ಮಹಾಸ್ವಾಮಿಗಳು ಭಾಗವಹಿಸಲಿದ್ದಾರೆ. ಅಭಿಮಾನಿಗಳ ಸಂಘದ ಪದಾಧಿಕಾರಿಗಳು ಹಾಗೂ ಕಾಂಗ್ರೆಸ್ ಮುಖಂಡರು ಭಾಗವಹಿಸಲಿದ್ದಾರೆ ಎಂದು ಪತ್ರಿಕಾ ಪ್ರಕಟಣೆಯಲ್ಲಿ ತಿಳಿಸಿದ್ದಾರೆ. (190, 137, 350, 205)
article-body: ನಟ ಕಮಲ್ ಹಾಸನ್ ಅವರ ಕರ್ನಾಟಕ ಚಲನಚಿತ್ರ ವಾಣಿಜ್ಯ ಮಂಡಳಿಯೊಂದಿಗಿನ ಸಮಾಲೋಚನೆಗೆ ಸಂಬಂಧಿಸಿದ ಅರ್ಜಿಯ ವಿಚಾರಣೆಯನ್ನು ಹೈಕೋರ್ಟ್ ಜೂನ್ 10ಕ್ಕೆ ಮುಂದೂಡಿದೆ. ಕನ್ನಡ ಭಾಷೆಯ ಕುರಿತು ನೀಡಿದ ಹೇಳಿಕೆಗೆ ಸಂಬಂಧಿಸಿದಂತೆ ಕ್ಷಮೆ ಕೋರುವಂತೆ ನ್ಯಾಯಮೂರ್ತಿಗಳು ಮೌಖಿಕವಾಗಿ ಸೂಚಿಸಿದರು. ಒಂದು ಕ್ಷಮೆಯಾಚನೆಯಿಂದ ಎಲ್ಲವೂ ಬಗೆಹರಿಯುತ್ತದೆ ಎಂದು ಅಭಿಪ್ರಾಯಪಟ್ಟರು. ಭಾಷೆಯ ಬಗ್ಗೆ ಜನರ ಭಾವನೆಗಳನ್ನು ಗೌರವಿಸಬೇಕು ಎಂದು ಪೀಠ ಹೇಳಿತು. ಚಿತ್ರ ಬಿಡುಗಡೆಗೆ ರಕ್ಷಣೆ ನೀಡುವಂತೆ ಕೋರಿ ನಿರ್ಮಾಣ ಸಂಸ್ಥೆ ಅರ್ಜಿ ಸಲ್ಲಿಸಿತ್ತು. (364, 779, 536, 847)
divider (50, 66, 52, 100)
notice-signer-office: ನಗರಸಭೆ ಸಿಂಧನೂರು. (531, 1451, 576, 1459)
headline: ಉಚಿತ ಸಸಿಗಳ ವಿತರಣೆ (364, 480, 490, 500)
article-body: ಗ್ರಾಮದ ಸರ್ಕಾರಿ ಪ್ರಾಥಮಿಕ ಶಾಲೆಯಲ್ಲಿ ಶಾಲಾ ಪ್ರಾರಂಭೋತ್ಸವ ನಿಮಿತ್ತ ಮಕ್ಕಳಿಗೆ ಪಠ್ಯ ಪುಸ್ತಕ ವಿತರಣೆ ಕಾರ್ಯಕ್ರಮ ಜರುಗಿತು. ಶಾಲೆಯನ್ನು ತಳಿರು ತೋರಣಗಳಿಂದ ಸಿಂಗರಿಸಿ ಮಕ್ಕಳನ್ನು ಸ್ವಾಗತಿಸಲಾಯಿತು. ಎಸ್‌ಡಿಎಂಸಿ ಅಧ್ಯಕ್ಷರು, ಮುಖ್ಯ ಶಿಕ್ಷಕರು ಹಾಗೂ ಶಿಕ್ಷಕ ವೃಂದದವರು ಮಕ್ಕಳಿಗೆ ಪುಸ್ತಕ ಹಾಗೂ ಸಮವಸ್ತ್ರ ವಿತರಿಸಿದರು. ಪ್ರತಿಯೊಬ್ಬ ಮಗುವೂ ಶಿಕ್ಷಣ ಪಡೆಯಬೇಕು ಎಂದು ತಿಳಿಸಿದರು. (586, 639, 752, 689)
article-body: ಇನ್ನೂ ಎಮ್‌ಎಸ್‌ಪಿ ಯೋಜನೆಯಡಿ ಸರ್ಕಾರಕ್ಕೆ ನೋಂದಣಿ ಮಾಡಿದ ರೈತರ ಹೆಚ್ಚುವರಿ ಜೋಳವನ್ನು ಖರೀದಿಸಲು ಮುಂದಾಗಬೇಕು ಎಂದು ಒತ್ತಾಯಿಸಿದರು. (22, 1034, 92, 1084)
byline: ■ಸುದ್ದಿಮೂಲ ವಾರ್ತೆ ಮಟ್ಟೂರು, ಜೂ.03: (586, 638, 692, 646)
lead-group-photo (508, 168, 760, 358)
article-body: ಸರ್ಕಾರದಿಂದ ಜಾಲಿಗಿಡಗಳನ್ನು ತೆರವುಗೊಳಿಸಲು ಯಾವುದೇ ಕ್ರಮ ಕೈಗೊಳ್ಳದ ಕಾರಣ ಗ್ರಾಮದ ಮಹಿಳೆಯೊಬ್ಬರು ಸ್ವಂತ ಖರ್ಚಿನಲ್ಲಿ ಜಾಲಿಗಿಡಗಳನ್ನು ಸ್ವಚ್ಛಗೊಳಿಸಿ ಮಾದರಿಯಾಗಿದ್ದಾರೆ. ಗ್ರಾಮಸ್ಥರು ಅವರ ಕಾರ್ಯವನ್ನು ಶ್ಲಾಘಿಸಿದರು. (22, 919, 182, 944)
notice-body: ಸಿಂಧನೂರು ನಗರಸಭೆಯ ವತಿಯಿಂದ ನೈರ್ಮಲ್ಯ ವಿಭಾಗದ ಜೆ.ಸಿ.ಬಿ ವಾಹನ ಸಂಖ್ಯೆ KA36Z-2737 ವಾಹನಕ್ಕೆ ಹೊಸ ಟೈಯರ್ ಹಾಗೂ ಬ್ಯಾಟರಿ ಅಳವಡಿಸಲು ಆಸಕ್ತ ಅರ್ಹ ಏಜೆನ್ಸಿಗಳಿಂದ ಮೊಹರು ಮಾಡಿದ ಕೊಟೇಷನ್‌ಗಳನ್ನು ಆಹ್ವಾನಿಸಲಾಗಿದೆ. ದಿನಾಂಕ: 10-06-2025 ರಂದು 4.30 ರೊಳಗೆ ಸಲ್ಲಿಸಬೇಕು. ಹೆಚ್ಚಿನ ಮಾಹಿತಿಗಾಗಿ ಕಛೇರಿಯ ವೇಳೆಯಲ್ಲಿ ಸಂಪರ್ಕಿಸಬಹುದಾಗಿದೆ. (372, 1258, 576, 1291)
notice-ref: ಸಂ: ತಾ.ಪಂ.ಕುಪಾಪ/ಟೆಂಡರ್/2025-26/111 (598, 1196, 705, 1203)
article-kamal (364, 726, 926, 762)
headline: ಜಾಲಿಗಿಡ ಸ್ವಚ್ಛ ಮಾಡಿಸಿದ ಮಹಿಳೆ (117, 900, 257, 915)
divider (364, 472, 926, 474)
page-number: 6 (24, 64, 43, 94)
saplings-photo (364, 612, 574, 708)
article-jaligida (22, 900, 352, 1001)
